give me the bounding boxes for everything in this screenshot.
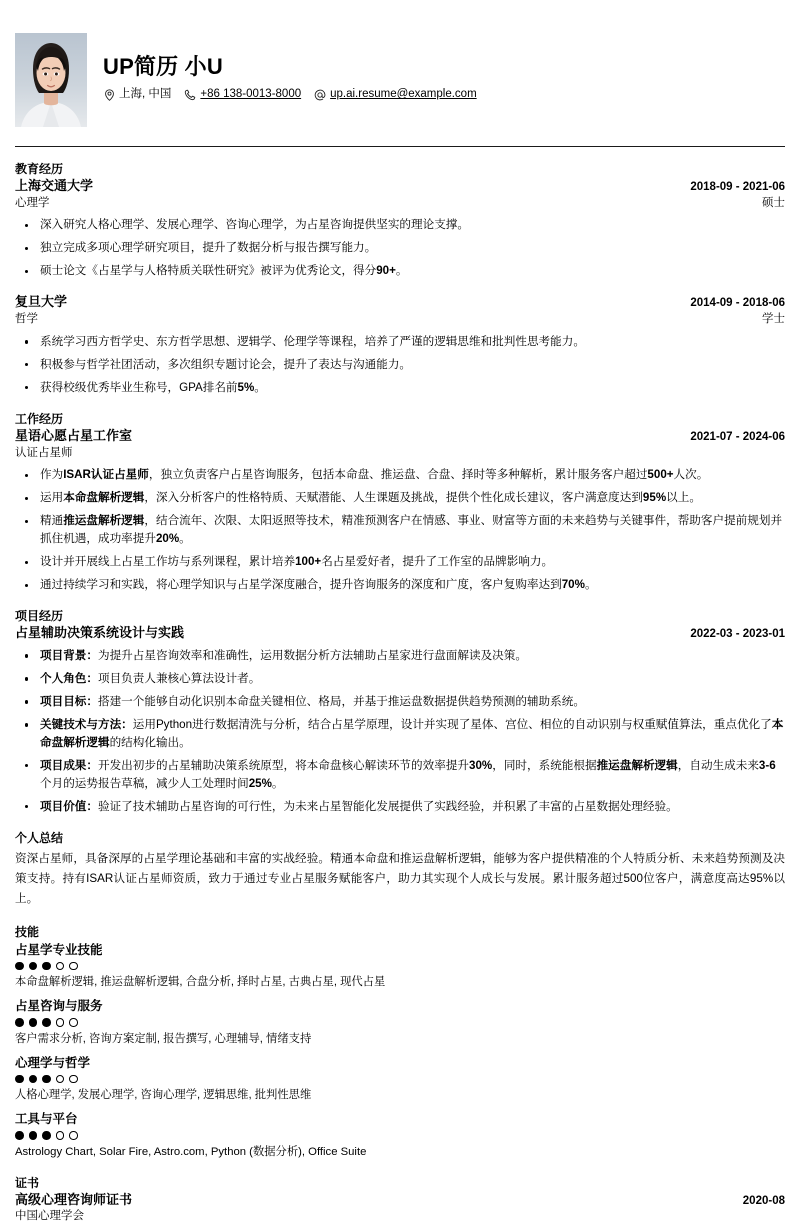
section-title-projects: 项目经历 [15, 608, 64, 623]
contact-row [103, 88, 477, 102]
bullet-item: 系统学习西方哲学史、东方哲学思想、逻辑学、伦理学等课程，培养了严谨的逻辑思维和批判性思考能力。 [15, 333, 785, 351]
bullet-item: 个人角色：项目负责人兼核心算法设计者。 [15, 670, 785, 688]
entry-bullet-list [15, 333, 785, 397]
section-projects [15, 609, 785, 816]
avatar [15, 33, 87, 127]
bullet-item: 积极参与哲学社团活动，多次组织专题讨论会，提升了表达与沟通能力。 [15, 356, 785, 374]
rating-dot-filled [15, 1075, 24, 1084]
entry-header [15, 428, 785, 445]
certificate-entries [15, 1192, 785, 1224]
entry-date: 2018-09 - 2021-06 [690, 181, 785, 193]
certificate-date: 2020-08 [742, 1194, 785, 1207]
section-summary [15, 831, 785, 910]
header-divider [15, 146, 785, 147]
rating-dot-filled [29, 1018, 38, 1027]
skill-level-rating [15, 1018, 785, 1027]
bullet-item: 独立完成多项心理学研究项目，提升了数据分析与报告撰写能力。 [15, 239, 785, 257]
resume-entry [15, 178, 785, 280]
section-education [15, 162, 785, 397]
skill-group-name: 占星咨询与服务 [15, 999, 103, 1014]
project-entries [15, 625, 785, 816]
skill-group-name: 工具与平台 [15, 1112, 78, 1127]
skill-level-rating [15, 962, 785, 971]
bullet-item: 项目背景：为提升占星咨询效率和准确性，运用数据分析方法辅助占星家进行盘面解读及决策。 [15, 647, 785, 665]
contact-phone[interactable] [184, 88, 301, 102]
resume-header [15, 0, 785, 127]
skill-group-name: 心理学与哲学 [15, 1055, 91, 1070]
entry-bullet-list [15, 647, 785, 816]
at-email-icon [314, 89, 326, 101]
resume-entry [15, 428, 785, 594]
skill-group-name: 占星学专业技能 [15, 942, 103, 957]
rating-dot-empty [69, 1018, 78, 1027]
location-pin-icon [103, 89, 115, 101]
entry-header [15, 294, 785, 311]
rating-dot-empty [69, 1131, 78, 1140]
rating-dot-filled [29, 962, 38, 971]
entry-organization: 复旦大学 [15, 294, 68, 310]
entry-degree: 硕士 [762, 196, 785, 209]
bullet-item: 项目目标：搭建一个能够自动化识别本命盘关键相位、格局，并基于推运盘数据提供趋势预测的辅助系统。 [15, 693, 785, 711]
entry-date: 2021-07 - 2024-06 [690, 430, 785, 443]
rating-dot-filled [15, 1018, 24, 1027]
rating-dot-filled [29, 1131, 38, 1140]
entry-date: 2022-03 - 2023-01 [690, 627, 785, 640]
contact-email[interactable] [314, 88, 477, 102]
rating-dot-filled [42, 962, 51, 971]
bullet-item: 硕士论文《占星学与人格特质关联性研究》被评为优秀论文，得分90+。 [15, 262, 785, 280]
bullet-item: 关键技术与方法：运用Python进行数据清洗与分析，结合占星学原理，设计并实现了星体、宫位、相位的自动识别与权重赋值算法，重点优化了本命盘解析逻辑的结构化输出。 [15, 716, 785, 752]
certificate-title: 高级心理咨询师证书 [15, 1191, 133, 1207]
bullet-item: 精通推运盘解析逻辑，结合流年、次限、太阳返照等技术，精准预测客户在情感、事业、财富等方面的未来趋势与关键事件，帮助客户提前规划并抓住机遇，成功率提升20%。 [15, 512, 785, 548]
entry-bullet-list [15, 466, 785, 594]
entry-degree: 学士 [762, 313, 785, 326]
contact-email-text[interactable]: up.ai.resume@example.com [330, 88, 477, 101]
bullet-item: 运用本命盘解析逻辑，深入分析客户的性格特质、天赋潜能、人生课题及挑战，提供个性化成长建议，客户满意度达到95%以上。 [15, 489, 785, 507]
entry-role: 认证占星师 [15, 446, 73, 459]
skill-group [15, 1111, 785, 1161]
skill-level-rating [15, 1131, 785, 1140]
entry-role: 心理学 [15, 196, 50, 209]
section-skills [15, 925, 785, 1161]
rating-dot-filled [29, 1075, 38, 1084]
section-title-work: 工作经历 [15, 411, 64, 426]
certificate-entry [15, 1192, 785, 1224]
entry-organization: 占星辅助决策系统设计与实践 [15, 624, 185, 640]
entry-header [15, 178, 785, 195]
section-certificates [15, 1176, 785, 1224]
section-title-certificates: 证书 [15, 1175, 40, 1190]
rating-dot-filled [42, 1018, 51, 1027]
entry-role: 哲学 [15, 313, 38, 326]
education-entries [15, 178, 785, 397]
page-title: UP简历 小U [103, 53, 223, 79]
contact-location-text: 上海, 中国 [119, 88, 172, 101]
rating-dot-filled [15, 1131, 24, 1140]
skill-items-text: 人格心理学, 发展心理学, 咨询心理学, 逻辑思维, 批判性思维 [15, 1089, 312, 1102]
work-entries [15, 428, 785, 594]
summary-text: 资深占星师，具备深厚的占星学理论基础和丰富的实战经验。精通本命盘和推运盘解析逻辑，能够为客户提供精准的个人特质分析、未来趋势预测及决策支持。持有ISAR认证占星师资质，致力于通过专业占星服务赋能客户，助力其实现个人成长与发展。累计服务超过500位客户，满意度高达95%以上。 [15, 851, 785, 906]
resume-entry [15, 625, 785, 816]
skill-items-text: 本命盘解析逻辑, 推运盘解析逻辑, 合盘分析, 择时占星, 古典占星, 现代占星 [15, 976, 386, 989]
rating-dot-filled [42, 1075, 51, 1084]
skill-group [15, 998, 785, 1048]
entry-date: 2014-09 - 2018-06 [690, 297, 785, 310]
section-title-summary: 个人总结 [15, 830, 64, 845]
skill-level-rating [15, 1075, 785, 1084]
skill-groups [15, 942, 785, 1161]
bullet-item: 项目成果：开发出初步的占星辅助决策系统原型，将本命盘核心解读环节的效率提升30%，同时，系统能根据推运盘解析逻辑，自动生成未来3-6个月的运势报告草稿，减少人工处理时间25%。 [15, 757, 785, 793]
entry-subheader [15, 446, 785, 462]
bullet-item: 通过持续学习和实践，将心理学知识与占星学深度融合，提升咨询服务的深度和广度，客户复购率达到70%。 [15, 576, 785, 594]
section-work [15, 412, 785, 594]
rating-dot-filled [42, 1131, 51, 1140]
section-title-education: 教育经历 [15, 162, 64, 176]
skill-group [15, 942, 785, 992]
bullet-item: 深入研究人格心理学、发展心理学、咨询心理学，为占星咨询提供坚实的理论支撑。 [15, 216, 785, 234]
rating-dot-empty [56, 1018, 65, 1027]
header-text-block [103, 54, 477, 106]
skill-items-text: 客户需求分析, 咨询方案定制, 报告撰写, 心理辅导, 情绪支持 [15, 1032, 312, 1045]
resume-entry [15, 294, 785, 396]
rating-dot-empty [56, 1131, 65, 1140]
contact-phone-text[interactable]: +86 138-0013-8000 [200, 88, 302, 101]
entry-organization: 星语心愿占星工作室 [15, 427, 133, 443]
entry-subheader [15, 196, 785, 212]
entry-subheader [15, 312, 785, 328]
entry-organization: 上海交通大学 [15, 178, 94, 193]
bullet-item: 作为ISAR认证占星师，独立负责客户占星咨询服务，包括本命盘、推运盘、合盘、择时等多种解析，累计服务客户超过500+人次。 [15, 466, 785, 484]
phone-icon [184, 89, 196, 101]
certificate-header [15, 1192, 785, 1209]
bullet-item: 项目价值：验证了技术辅助占星咨询的可行性，为未来占星智能化发展提供了实践经验，并积累了丰富的占星数据处理经验。 [15, 798, 785, 816]
portrait-photo-icon [15, 33, 87, 127]
rating-dot-empty [69, 1075, 78, 1084]
skill-items-text: Astrology Chart, Solar Fire, Astro.com, Python (数据分析), Office Suite [15, 1145, 367, 1158]
bullet-item: 设计并开展线上占星工作坊与系列课程，累计培养100+名占星爱好者，提升了工作室的品牌影响力。 [15, 553, 785, 571]
contact-location [103, 88, 171, 102]
certificate-issuer: 中国心理学会 [15, 1209, 84, 1222]
skill-group [15, 1055, 785, 1105]
entry-header [15, 625, 785, 642]
rating-dot-filled [15, 962, 24, 971]
rating-dot-empty [69, 962, 78, 971]
entry-bullet-list [15, 216, 785, 280]
rating-dot-empty [56, 962, 65, 971]
section-title-skills: 技能 [15, 924, 40, 939]
rating-dot-empty [56, 1075, 65, 1084]
bullet-item: 获得校级优秀毕业生称号，GPA排名前5%。 [15, 379, 785, 397]
